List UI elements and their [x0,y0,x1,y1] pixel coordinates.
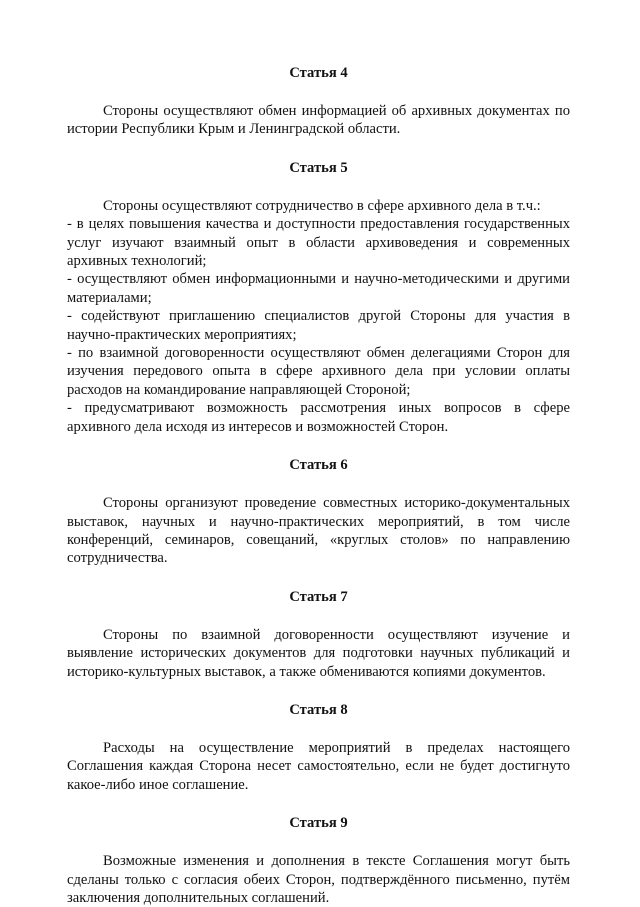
article-paragraph: Стороны осуществляют сотрудничество в сфере архивного дела в т.ч.: [103,197,541,214]
article-paragraph: Стороны организуют проведение совместных историко-документальных выставок, научных и научно-практических мероприятий, в том числе конференций, семинаров, совещаний, «круглых столов» по направлению сотрудничества. [67,495,570,567]
article-4 [67,64,570,139]
document-page [67,64,570,907]
article-paragraph: Стороны осуществляют обмен информацией об архивных документах по истории Республики Крым и Ленинградской области. [67,103,570,138]
article-6 [67,456,570,568]
article-title: Статья 7 [289,588,348,605]
list-item: - осуществляют обмен информационными и научно-методическими и другими материалами; [67,271,570,306]
article-8 [67,701,570,794]
list-item: - предусматривают возможность рассмотрения иных вопросов в сфере архивного дела исходя из интересов и возможностей Сторон. [67,400,570,435]
article-title: Статья 4 [289,65,348,81]
article-title: Статья 9 [289,815,348,832]
list-item: - в целях повышения качества и доступности предоставления государственных услуг изучают взаимный опыт в области архивоведения и современных архивных технологий; [67,216,570,270]
article-title: Статья 5 [289,159,348,176]
list-item: - по взаимной договоренности осуществляют обмен делегациями Сторон для изучения передового опыта в сфере архивного дела при условии оплаты расходов на командирование направляющей Стороной; [67,345,570,398]
article-paragraph: Расходы на осуществление мероприятий в пределах настоящего Соглашения каждая Сторона несет самостоятельно, если не будет достигнуто какое-либо иное соглашение. [67,739,570,793]
article-paragraph: Стороны по взаимной договоренности осуществляют изучение и выявление исторических документов для подготовки научных публикаций и историко-культурных выставок, а также обмениваются копиями документов. [67,626,570,680]
article-7 [67,588,570,681]
article-title: Статья 6 [289,457,348,474]
article-paragraph: Возможные изменения и дополнения в тексте Соглашения могут быть сделаны только с согласия обеих Сторон, подтверждённого письменно, путём заключения дополнительных соглашений. [67,853,570,906]
article-9 [67,814,570,907]
list-item: - содействуют приглашению специалистов другой Стороны для участия в научно-практических мероприятиях; [67,308,570,343]
article-title: Статья 8 [289,701,348,718]
article-5 [67,159,570,436]
